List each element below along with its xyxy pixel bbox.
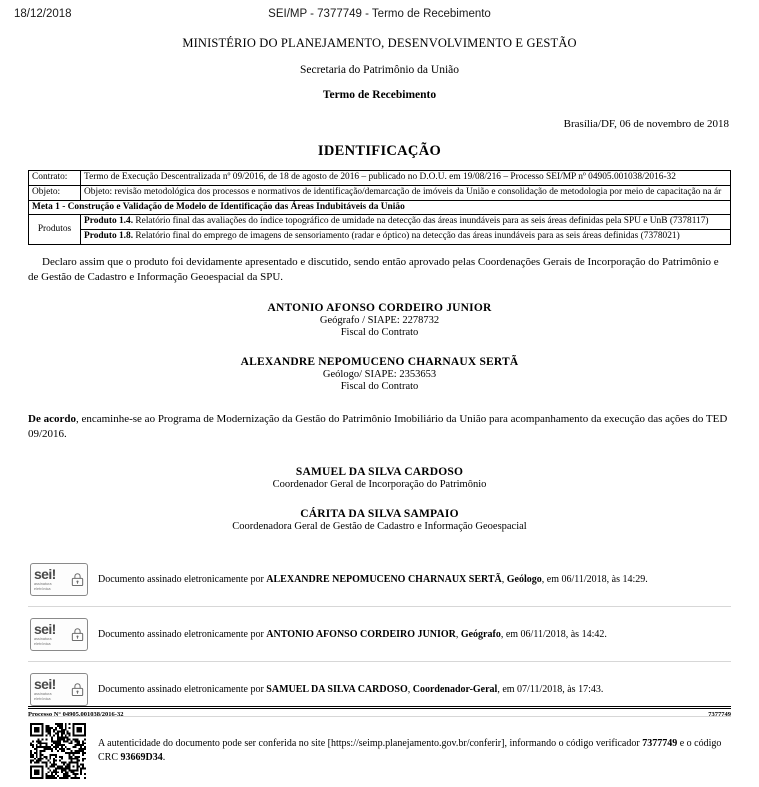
lock-icon — [70, 572, 85, 587]
authenticity-middle: e o código CRC — [98, 738, 722, 763]
esign-role: Coordenador-Geral — [412, 683, 498, 695]
sei-wordmark: sei! — [34, 620, 56, 637]
signatory-name: ANTONIO AFONSO CORDEIRO JUNIOR — [267, 302, 492, 315]
table-row-meta — [29, 200, 731, 215]
electronic-signature-row-alexandre — [28, 552, 731, 606]
section-title-identificacao: IDENTIFICAÇÃO — [317, 143, 442, 159]
produto-1-4-text: Relatório final das avaliações do índice topográfico de umidade na detecção das áreas inundáveis para as seis áreas definidas pela SPU e UnB (7378117) — [133, 216, 709, 227]
sei-assinatura-eletronica-badge — [30, 563, 88, 596]
footer-divider-top — [28, 706, 731, 707]
table-row-contrato — [29, 171, 731, 186]
esign-prefix: Documento assinado eletronicamente por — [98, 683, 267, 695]
authenticity-lead: A autenticidade do documento pode ser conferida no site [https://seimp.planejamento.gov.br/conferir], informando o código verificador — [98, 738, 643, 750]
table-row-produto-14 — [29, 215, 731, 230]
cell-value-contrato: Termo de Execução Descentralizada nº 09/2016, de 18 de agosto de 2016 – publicado no D.O.U. em 19/08/216 – Processo SEI/MP nº 04905.001038/2016-32 — [81, 171, 731, 186]
footer-line — [28, 711, 731, 723]
sei-sub-line-1: assinatura — [34, 581, 52, 586]
footer-divider-bottom — [28, 708, 731, 709]
esign-suffix: , em 06/11/2018, às 14:42. — [500, 628, 607, 640]
signatory-role: Geólogo/ SIAPE: 2353653 — [322, 369, 437, 381]
esign-signer: ALEXANDRE NEPOMUCENO CHARNAUX SERTÃ — [266, 573, 502, 585]
cell-produto-1-8 — [81, 230, 731, 245]
esign-separator: , — [501, 573, 507, 585]
footer-process-number: Processo N° 04905.001038/2016-32 — [28, 711, 124, 718]
verifier-code: 7377749 — [642, 738, 678, 750]
approver-block-carita — [28, 508, 731, 532]
authenticity-end: . — [162, 751, 166, 763]
signatory-role: Geógrafo / SIAPE: 2278732 — [319, 315, 440, 327]
identification-table — [28, 170, 731, 245]
electronic-signature-text — [98, 628, 731, 641]
lock-icon — [70, 627, 85, 642]
sei-assinatura-eletronica-badge — [30, 673, 88, 706]
agreement-paragraph — [28, 412, 731, 442]
document-body — [28, 36, 731, 787]
esign-role: Geógrafo — [460, 628, 501, 640]
sei-logo — [34, 622, 56, 647]
sei-sub-line-1: assinatura — [34, 636, 52, 641]
print-header-date: 18/12/2018 — [14, 8, 72, 20]
document-type-heading: Termo de Recebimento — [322, 89, 437, 101]
print-header — [0, 8, 759, 22]
produto-1-8-text: Relatório final do emprego de imagens de sensoriamento (radar e óptico) na detecção das áreas inundáveis para as seis áreas definidas (7378021) — [133, 231, 680, 241]
table-row-produto-18 — [29, 230, 731, 245]
cell-label-produtos: Produtos — [29, 215, 81, 245]
authenticity-row — [28, 716, 731, 787]
esign-prefix: Documento assinado eletronicamente por — [98, 628, 267, 640]
electronic-signature-row-antonio — [28, 606, 731, 661]
signature-block-antonio — [28, 302, 731, 338]
qr-code — [30, 723, 86, 779]
signatory-position: Fiscal do Contrato — [340, 381, 419, 393]
electronic-signatures-section — [28, 552, 731, 787]
approver-role: Coordenador Geral de Incorporação do Patrimônio — [272, 479, 487, 491]
lock-icon — [70, 682, 85, 697]
produto-1-8-code: Produto 1.8. — [84, 231, 134, 241]
approver-name: SAMUEL DA SILVA CARDOSO — [295, 466, 464, 479]
electronic-signature-text — [98, 573, 731, 586]
cell-value-objeto: Objeto: revisão metodológica dos processos e normativos de identificação/demarcação de imóveis da União e consolidação de metodologia por meio de capacitação na ár — [81, 185, 731, 200]
esign-signer: SAMUEL DA SILVA CARDOSO — [266, 683, 408, 695]
page-footer — [28, 706, 731, 723]
cell-produto-1-4 — [81, 215, 731, 230]
approver-name: CÁRITA DA SILVA SAMPAIO — [300, 508, 459, 521]
sei-wordmark: sei! — [34, 675, 56, 692]
declaration-paragraph: Declaro assim que o produto foi devidamente apresentado e discutido, sendo então aprovado pelas Coordenações Gerais de Incorporação do Patrimônio e de Gestão de Cadastro e Informação Geoespacial da SPU. — [28, 255, 719, 283]
sei-logo — [34, 677, 56, 702]
sei-sub-line-2: eletrônica — [34, 587, 51, 592]
esign-separator: , — [407, 683, 413, 695]
agreement-text: , encaminhe-se ao Programa de Modernização da Gestão do Patrimônio Imobiliário da União para acompanhamento da execução das ações do TED 09/2016. — [28, 413, 728, 441]
sei-sub-line-2: eletrônica — [34, 697, 51, 702]
signature-block-alexandre — [28, 356, 731, 392]
esign-signer: ANTONIO AFONSO CORDEIRO JUNIOR — [266, 628, 456, 640]
electronic-signature-text — [98, 683, 731, 696]
cell-label-contrato: Contrato: — [29, 171, 81, 186]
place-and-date: Brasília/DF, 06 de novembro de 2018 — [563, 118, 729, 130]
cell-meta-1: Meta 1 - Construção e Validação de Modelo de Identificação das Áreas Indubitáveis da União — [29, 200, 731, 215]
sei-wordmark: sei! — [34, 565, 56, 582]
ministry-heading: MINISTÉRIO DO PLANEJAMENTO, DESENVOLVIMENTO E GESTÃO — [182, 36, 577, 50]
esign-role: Geólogo — [506, 573, 542, 585]
esign-suffix: , em 06/11/2018, às 14:29. — [541, 573, 648, 585]
print-header-title: SEI/MP - 7377749 - Termo de Recebimento — [268, 8, 491, 20]
sei-sub-line-1: assinatura — [34, 691, 52, 696]
esign-suffix: , em 07/11/2018, às 17:43. — [497, 683, 604, 695]
authenticity-text — [98, 723, 731, 764]
esign-separator: , — [455, 628, 461, 640]
footer-document-number: 7377749 — [708, 711, 731, 718]
sei-sub-line-2: eletrônica — [34, 642, 51, 647]
cell-label-objeto: Objeto: — [29, 185, 81, 200]
sei-logo — [34, 567, 56, 592]
esign-prefix: Documento assinado eletronicamente por — [98, 573, 267, 585]
signatory-name: ALEXANDRE NEPOMUCENO CHARNAUX SERTÃ — [240, 356, 519, 369]
agreement-lead: De acordo — [28, 413, 76, 426]
crc-code: 93669D34 — [120, 751, 163, 763]
produto-1-4-code: Produto 1.4. — [84, 216, 134, 227]
secretariat-heading: Secretaria do Patrimônio da União — [299, 64, 460, 76]
table-row-objeto — [29, 185, 731, 200]
approver-block-samuel — [28, 466, 731, 490]
approver-role: Coordenadora Geral de Gestão de Cadastro e Informação Geoespacial — [232, 521, 527, 533]
sei-assinatura-eletronica-badge — [30, 618, 88, 651]
signatory-position: Fiscal do Contrato — [340, 327, 419, 339]
